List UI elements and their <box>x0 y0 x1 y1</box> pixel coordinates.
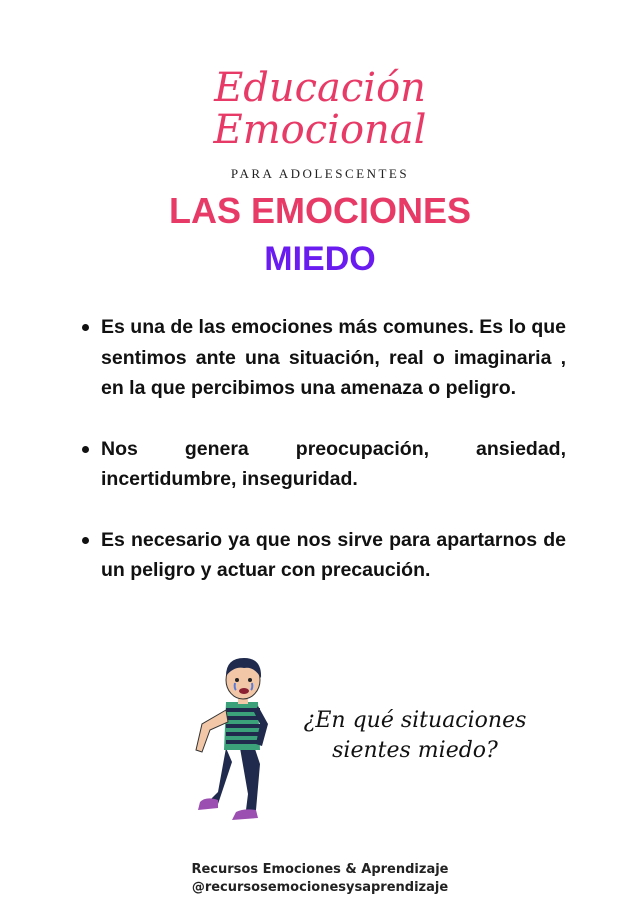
emotion-heading: MIEDO <box>264 240 376 278</box>
question-line1: ¿En qué situaciones <box>303 708 527 733</box>
question-text <box>300 706 530 766</box>
bullet-item: Es necesario ya que nos sirve para apartarnos de un peligro y actuar con precaución. <box>78 525 566 586</box>
script-title-line2: Emocional <box>213 107 427 153</box>
bullet-item: Es una de las emociones más comunes. Es lo que sentimos ante una situación, real o imaginaria , en la que percibimos una amenaza o peligro. <box>78 312 566 404</box>
subtitle: PARA ADOLESCENTES <box>230 166 410 181</box>
bullet-item: Nos genera preocupación, ansiedad, incertidumbre, inseguridad. <box>78 434 566 495</box>
bullet-list <box>78 312 566 616</box>
footer <box>0 861 640 897</box>
question-line2: sientes miedo? <box>332 738 498 763</box>
footer-brand: Recursos Emociones & Aprendizaje <box>191 862 449 877</box>
main-heading: LAS EMOCIONES <box>168 190 472 231</box>
footer-handle: @recursosemocionesysaprendizaje <box>191 880 449 895</box>
scared-boy-illustration <box>188 652 278 830</box>
script-title-line1: Educación <box>214 65 426 111</box>
